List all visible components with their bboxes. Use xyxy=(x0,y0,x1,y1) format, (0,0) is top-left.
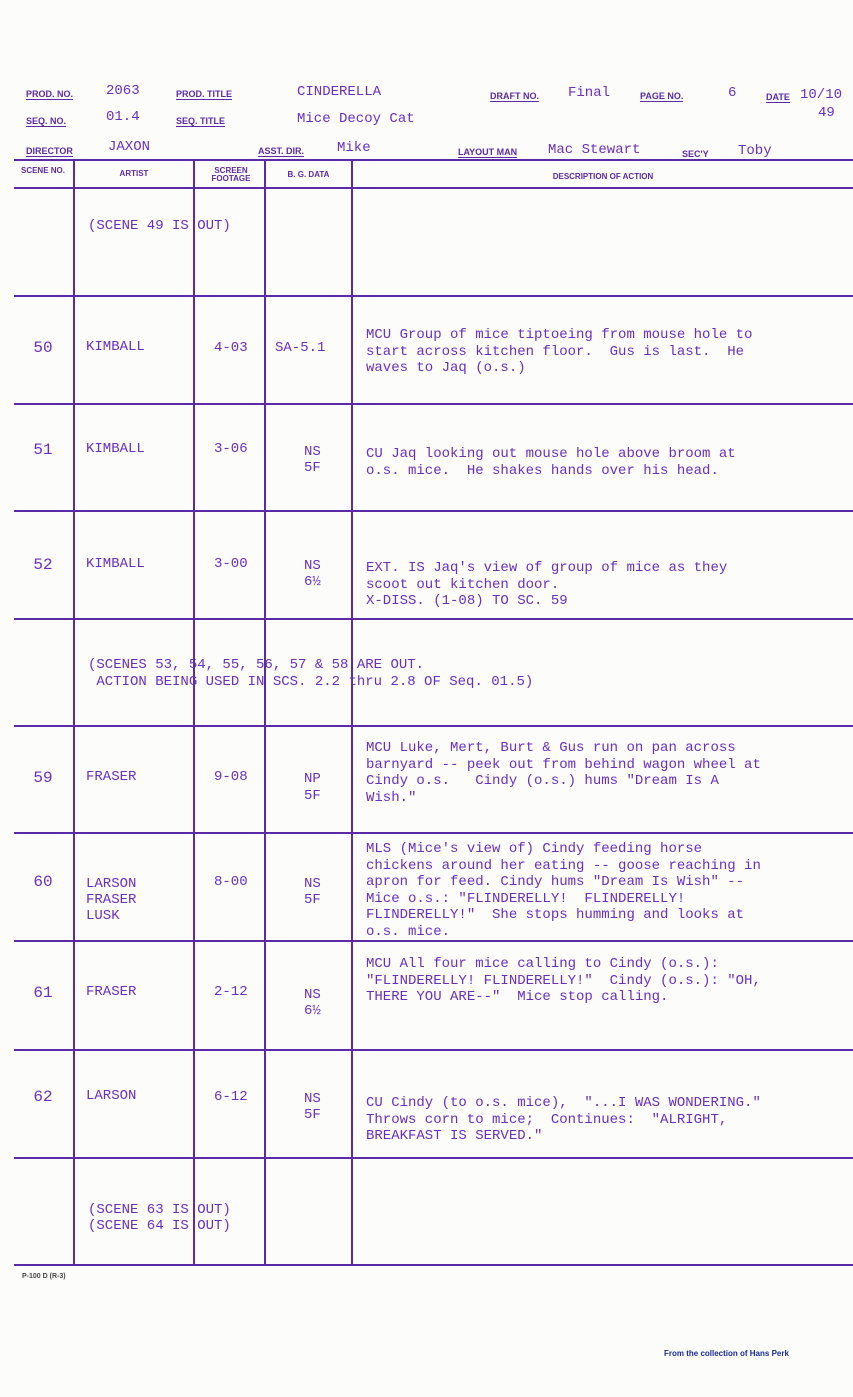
col-rule-4 xyxy=(351,160,353,1264)
row-note: (SCENE 49 IS OUT) xyxy=(88,218,231,234)
artist-name: FRASER xyxy=(86,984,137,1000)
bg-data: NS 6½ xyxy=(304,558,321,590)
asst-dir-value: Mike xyxy=(337,140,371,156)
director-value: JAXON xyxy=(108,139,151,155)
description-of-action: CU Jaq looking out mouse hole above broom at o.s. mice. He shakes hands over his head. xyxy=(366,446,736,479)
page-no-label: PAGE NO. xyxy=(640,91,684,101)
artist-name: KIMBALL xyxy=(86,441,145,457)
rule-row-1 xyxy=(14,295,853,297)
scene-number: 51 xyxy=(33,441,53,459)
scene-number: 61 xyxy=(33,984,53,1002)
bg-data: NS 5F xyxy=(304,444,321,476)
rule-header-top xyxy=(14,159,853,161)
row-note: (SCENES 53, 54, 55, 56, 57 & 58 ARE OUT. ACTION BEING USED IN SCS. 2.2 thru 2.8 OF Seq. 01.5) xyxy=(88,657,534,690)
screen-footage: 4-03 xyxy=(214,340,248,356)
prod-title-label: PROD. TITLE xyxy=(176,89,232,99)
rule-row-6 xyxy=(14,832,853,834)
seq-title-label: SEQ. TITLE xyxy=(176,116,226,126)
form-id: P-100 D (R-3) xyxy=(22,1273,66,1280)
scene-number: 62 xyxy=(33,1088,53,1106)
screen-footage: 9-08 xyxy=(214,769,248,785)
col-header-artist: ARTIST xyxy=(119,169,149,178)
rule-row-3 xyxy=(14,510,853,512)
col-rule-3 xyxy=(264,160,266,1264)
artist-name: LARSON FRASER LUSK xyxy=(86,876,137,924)
col-rule-1 xyxy=(73,160,75,1264)
prod-no-label: PROD. NO. xyxy=(26,89,74,99)
secy-label: SEC'Y xyxy=(682,149,709,159)
col-rule-2 xyxy=(193,160,195,1264)
rule-header-bottom xyxy=(14,187,853,189)
col-header-description: DESCRIPTION OF ACTION xyxy=(552,172,654,181)
draft-no-value: Final xyxy=(568,85,611,101)
bg-data: NP 5F xyxy=(304,771,321,804)
date-label: DATE xyxy=(766,92,790,102)
description-of-action: MCU Group of mice tiptoeing from mouse hole to start across kitchen floor. Gus is last. He waves to Jaq (o.s.) xyxy=(366,327,753,376)
seq-no-label: SEQ. NO. xyxy=(26,116,67,126)
secy-value: Toby xyxy=(738,143,772,159)
description-of-action: CU Cindy (to o.s. mice), "...I WAS WONDERING." Throws corn to mice; Continues: "ALRIGHT, BREAKFAST IS SERVED." xyxy=(366,1095,761,1144)
seq-extra-value: 49 xyxy=(818,105,835,121)
artist-name: LARSON xyxy=(86,1088,137,1104)
bg-data: NS 6½ xyxy=(304,987,321,1019)
rule-row-8 xyxy=(14,1049,853,1051)
screen-footage: 8-00 xyxy=(214,874,248,890)
scene-number: 59 xyxy=(33,769,53,787)
screen-footage: 3-06 xyxy=(214,441,248,457)
screen-footage: 2-12 xyxy=(214,984,248,1000)
rule-row-9 xyxy=(14,1157,853,1159)
scene-number: 50 xyxy=(33,339,53,357)
rule-row-7 xyxy=(14,940,853,942)
director-label: DIRECTOR xyxy=(26,146,73,156)
collection-credit: From the collection of Hans Perk xyxy=(664,1349,789,1358)
bg-data: SA-5.1 xyxy=(275,340,326,356)
bg-data: NS 5F xyxy=(304,876,321,908)
description-of-action: MCU Luke, Mert, Burt & Gus run on pan across barnyard -- peek out from behind wagon wheel at Cindy o.s. Cindy (o.s.) hums "Dream Is A Wish." xyxy=(366,740,761,806)
bg-data: NS 5F xyxy=(304,1091,321,1123)
layout-man-label: LAYOUT MAN xyxy=(458,147,518,157)
description-of-action: MCU All four mice calling to Cindy (o.s.): "FLINDERELLY! FLINDERELLY!" Cindy (o.s.): "OH, THERE YOU ARE--" Mice stop calling. xyxy=(366,956,761,1005)
seq-no-value: 01.4 xyxy=(106,109,140,125)
artist-name: KIMBALL xyxy=(86,339,145,355)
rule-row-5 xyxy=(14,725,853,727)
rule-bottom xyxy=(14,1264,853,1266)
col-header-scene: SCENE NO. xyxy=(20,166,65,175)
page-no-value: 6 xyxy=(728,85,737,101)
rule-row-2 xyxy=(14,403,853,405)
col-header-bg-data: B. G. DATA xyxy=(287,170,330,179)
date-value: 10/10 xyxy=(800,87,843,103)
row-note: (SCENE 63 IS OUT) (SCENE 64 IS OUT) xyxy=(88,1202,231,1234)
layout-man-value: Mac Stewart xyxy=(548,142,641,158)
rule-row-4 xyxy=(14,618,853,620)
scene-number: 52 xyxy=(33,556,53,574)
seq-title-value: Mice Decoy Cat xyxy=(297,111,415,127)
screen-footage: 6-12 xyxy=(214,1089,248,1105)
artist-name: FRASER xyxy=(86,769,137,785)
description-of-action: MLS (Mice's view of) Cindy feeding horse chickens around her eating -- goose reaching in apron for feed. Cindy hums "Dream Is Wish" -- Mice o.s.: "FLINDERELLY! FLINDERELLY! FLINDERELLY!" She stops humming and looks at o.s. mice. xyxy=(366,841,761,940)
description-of-action: EXT. IS Jaq's view of group of mice as they scoot out kitchen door. X-DISS. (1-08) TO SC. 59 xyxy=(366,560,728,609)
prod-title-value: CINDERELLA xyxy=(297,84,382,100)
draft-no-label: DRAFT NO. xyxy=(490,91,539,101)
scene-number: 60 xyxy=(33,873,53,891)
artist-name: KIMBALL xyxy=(86,556,145,572)
col-header-footage: SCREEN FOOTAGE xyxy=(211,166,251,183)
asst-dir-label: ASST. DIR. xyxy=(258,146,305,156)
screen-footage: 3-00 xyxy=(214,556,248,572)
prod-no-value: 2063 xyxy=(106,83,140,99)
